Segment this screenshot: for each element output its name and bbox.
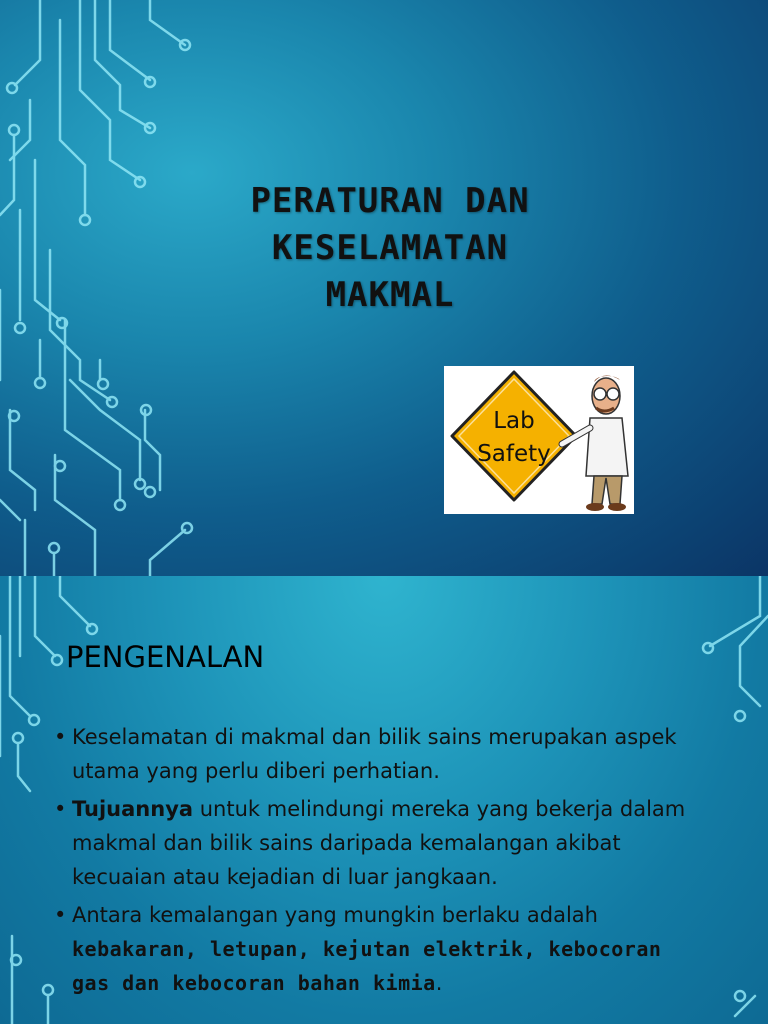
bullet-text: Antara kemalangan yang mungkin berlaku adalah — [72, 903, 598, 927]
circuit-decoration — [0, 0, 230, 576]
bullet-icon: • — [54, 903, 67, 927]
content-slide — [0, 576, 768, 1024]
bullet-text: Keselamatan di makmal dan bilik sains merupakan aspek utama yang perlu diberi perhatian. — [72, 725, 677, 783]
bullet-bold-text: Tujuannya — [72, 797, 194, 821]
title-line-1: PERATURAN DAN — [250, 181, 530, 221]
bullet-text: untuk melindungi mereka yang bekerja dalam makmal dan bilik sains daripada kemalangan akibat kecuaian atau kejadian di luar jangkaan. — [72, 797, 686, 889]
lab-safety-image — [444, 366, 634, 514]
title-line-3: MAKMAL — [325, 275, 455, 315]
bullet-trail: . — [435, 971, 443, 995]
sign-label-lab: Lab — [493, 408, 535, 434]
bullet-list — [48, 720, 708, 1004]
lab-safety-scientist-icon — [444, 366, 634, 514]
slide-heading: PENGENALAN — [66, 640, 265, 674]
slide-title — [205, 178, 575, 319]
sign-label-safety: Safety — [477, 441, 551, 467]
bullet-icon: • — [54, 725, 67, 749]
list-item — [48, 898, 708, 1000]
bullet-icon: • — [54, 797, 67, 821]
bullet-bold-text: kebakaran, letupan, kejutan elektrik, kebocoran gas dan kebocoran bahan kimia — [72, 937, 662, 995]
title-line-2: KESELAMATAN — [271, 228, 509, 268]
list-item — [48, 720, 708, 788]
list-item — [48, 792, 708, 894]
